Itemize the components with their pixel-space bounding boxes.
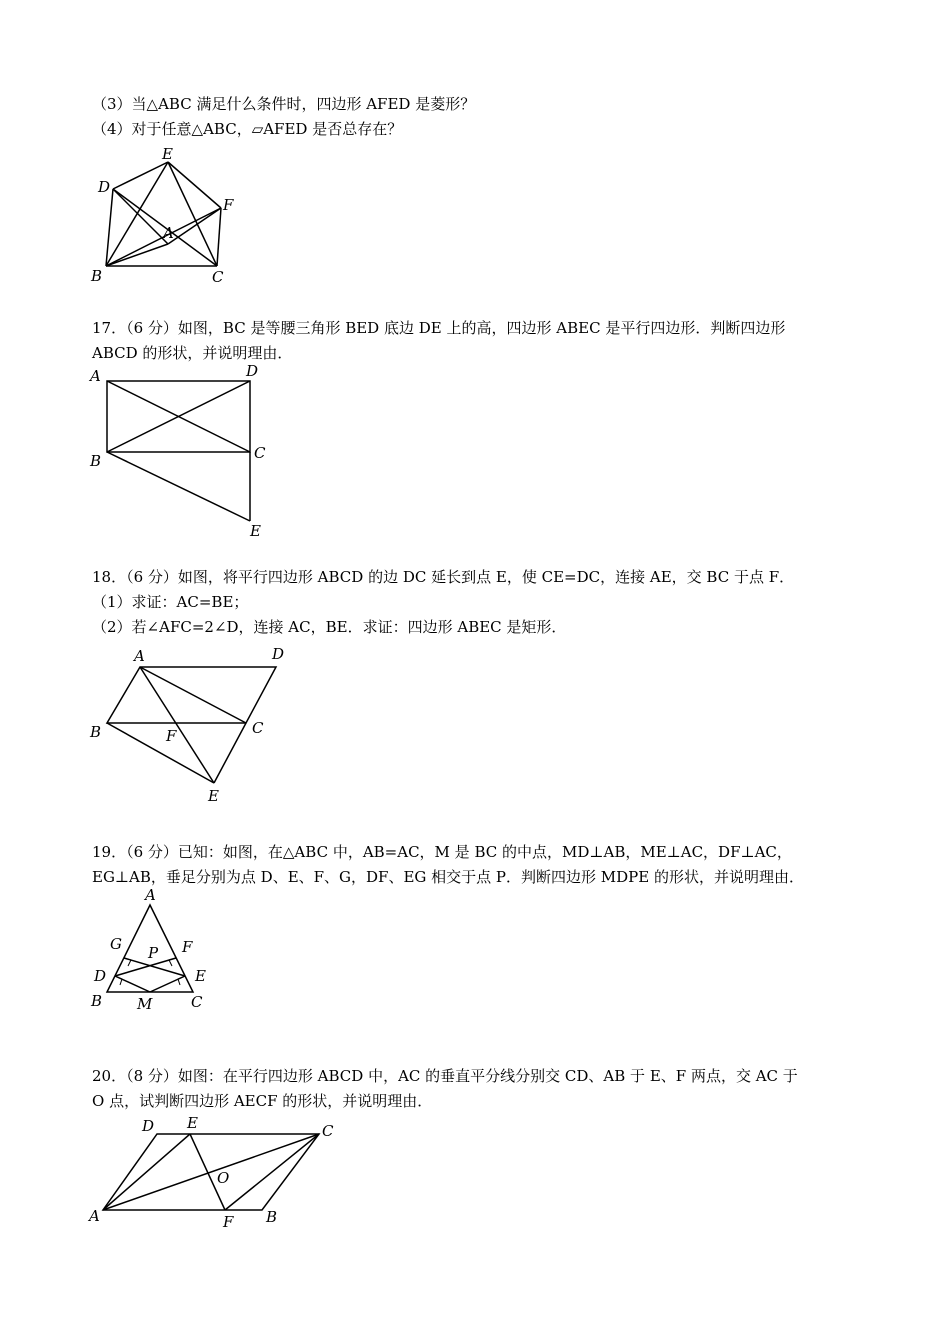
seg-CE xyxy=(214,723,246,783)
label-D: D xyxy=(142,1117,155,1135)
label-B: B xyxy=(90,452,102,470)
q16-segments xyxy=(106,162,221,266)
label-D: D xyxy=(94,967,107,985)
label-C: C xyxy=(191,993,203,1011)
q20-line1: 20．（8 分）如图：在平行四边形 ABCD 中，AC 的垂直平分线分别交 CD、AB 于 E、F 两点，交 AC 于 xyxy=(92,1067,798,1085)
q19-line2: EG⊥AB，垂足分别为点 D、E、F、G，DF、EG 相交于点 P．判断四边形 MDPE 的形状，并说明理由． xyxy=(92,868,804,886)
label-M: M xyxy=(137,995,153,1013)
label-F: F xyxy=(223,1213,234,1231)
q19-line1: 19．（6 分）已知：如图，在△ABC 中，AB=AC，M 是 BC 的中点，MD⊥AB，ME⊥AC，DF⊥AC， xyxy=(92,843,792,861)
label-A: A xyxy=(134,647,145,665)
q16-part3: （3）当△ABC 满足什么条件时，四边形 AFED 是菱形？ xyxy=(92,95,476,113)
label-B: B xyxy=(266,1208,278,1226)
label-E: E xyxy=(162,145,173,163)
seg-BE xyxy=(107,723,214,783)
label-O: O xyxy=(217,1169,230,1187)
label-C: C xyxy=(254,444,266,462)
seg-FC xyxy=(217,208,221,266)
label-C: C xyxy=(252,719,264,737)
seg-BA xyxy=(106,244,168,266)
q17-segments xyxy=(107,381,250,521)
label-C: C xyxy=(212,268,224,286)
seg-AE xyxy=(103,1134,190,1210)
label-A: A xyxy=(145,886,156,904)
label-E: E xyxy=(195,967,206,985)
label-B: B xyxy=(91,267,103,285)
q20-line2: O 点，试判断四边形 AECF 的形状，并说明理由． xyxy=(92,1092,433,1110)
label-A: A xyxy=(89,1207,100,1225)
q16-figure xyxy=(80,140,260,290)
q18-figure xyxy=(80,640,300,810)
q18-line1: 18．（6 分）如图，将平行四边形 ABCD 的边 DC 延长到点 E，使 CE=DC，连接 AE，交 BC 于点 F． xyxy=(92,568,795,586)
label-C: C xyxy=(322,1122,334,1140)
seg-DF xyxy=(115,958,176,976)
seg-DA xyxy=(113,189,168,244)
label-G: G xyxy=(110,935,122,953)
seg-AE xyxy=(140,667,214,783)
label-E: E xyxy=(250,522,261,540)
q16-part4: （4）对于任意△ABC，▱AFED 是否总存在？ xyxy=(92,120,403,138)
label-P: P xyxy=(148,944,159,962)
label-D: D xyxy=(246,362,259,380)
q18-line3: （2）若∠AFC=2∠D，连接 AC，BE．求证：四边形 ABEC 是矩形． xyxy=(92,618,567,636)
label-F: F xyxy=(182,938,193,956)
label-A: A xyxy=(163,224,174,242)
label-A: A xyxy=(90,367,101,385)
q20-segments xyxy=(103,1134,319,1210)
label-F: F xyxy=(166,727,177,745)
q19-figure xyxy=(80,885,220,1015)
right-angle-D xyxy=(115,976,122,985)
right-angle-F xyxy=(169,958,176,966)
q17-line2: ABCD 的形状，并说明理由． xyxy=(92,344,293,362)
seg-AC xyxy=(103,1134,319,1210)
label-D: D xyxy=(272,645,285,663)
q18-line2: （1）求证：AC=BE； xyxy=(92,593,249,611)
q20-figure xyxy=(80,1110,360,1240)
label-E: E xyxy=(208,787,219,805)
label-E: E xyxy=(187,1114,198,1132)
seg-BE xyxy=(107,452,250,521)
q18-segments xyxy=(107,667,276,783)
seg-FC xyxy=(225,1134,319,1210)
seg-BD xyxy=(106,189,113,266)
seg-AF xyxy=(168,208,221,244)
q17-line1: 17．（6 分）如图，BC 是等腰三角形 BED 底边 DE 上的高，四边形 ABEC 是平行四边形．判断四边形 xyxy=(92,319,786,337)
label-D: D xyxy=(98,178,111,196)
seg-AC xyxy=(140,667,246,723)
right-angle-G xyxy=(124,958,131,966)
q17-figure xyxy=(80,362,280,542)
label-B: B xyxy=(91,992,103,1010)
right-angle-E xyxy=(178,976,185,985)
label-B: B xyxy=(90,723,102,741)
seg-EF xyxy=(168,162,221,208)
label-F: F xyxy=(223,196,234,214)
